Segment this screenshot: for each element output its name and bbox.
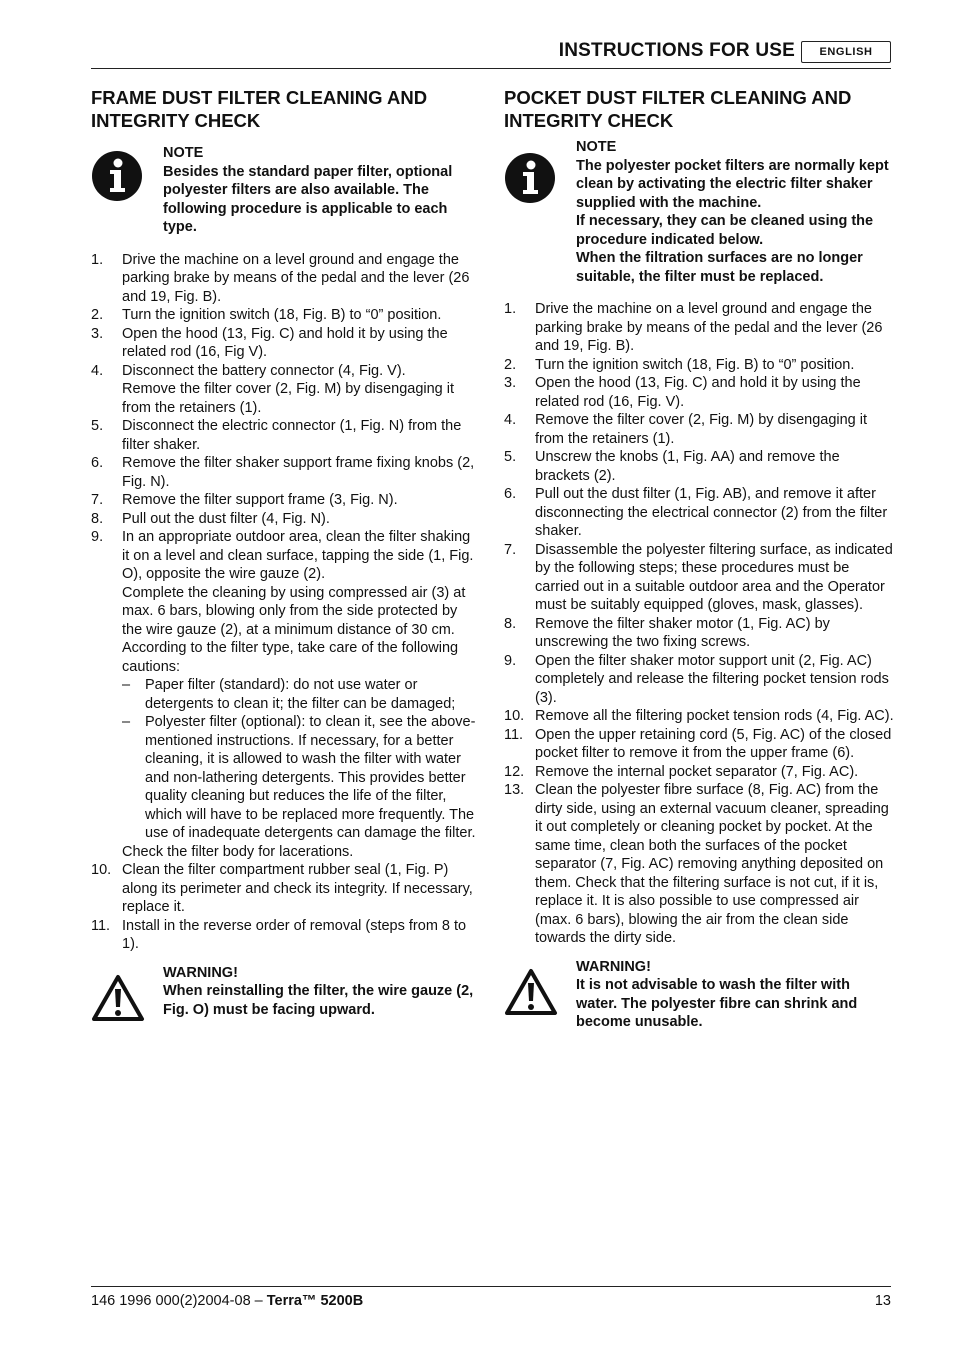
caution-list <box>122 676 476 843</box>
step-list <box>504 300 894 948</box>
step-item <box>91 306 476 325</box>
step-item <box>91 510 476 529</box>
dash-bullet: – <box>122 714 131 730</box>
step-number: 1. <box>91 251 104 268</box>
step-number: 4. <box>504 412 517 428</box>
language-badge: ENGLISH <box>801 41 891 63</box>
step-item <box>504 448 894 485</box>
step-number: 10. <box>504 708 525 724</box>
note-label: NOTE <box>163 145 204 161</box>
step-item <box>91 417 476 454</box>
step-text: Drive the machine on a level ground and engage the parking brake by means of the pedal and the lever (26 and 19, Fig. B). <box>535 301 883 354</box>
step-text: Remove the filter cover (2, Fig. M) by disengaging it from the retainers (1). <box>122 381 455 416</box>
warning-triangle-icon <box>91 964 163 1027</box>
step-item <box>91 454 476 491</box>
page-header <box>91 38 891 69</box>
caution-text: Polyester filter (optional): to clean it, see the above-mentioned instructions. If necessary, for a better cleaning, it is allowed to wash the filter with water and non-lathering detergents. This provides better quality cleaning but reduces the life of the filter, which will have to be replaced more frequently. The use of inadequate detergents can damage the filter. <box>145 714 476 841</box>
section-heading: FRAME DUST FILTER CLEANING AND INTEGRITY CHECK <box>91 87 428 131</box>
step-item <box>504 356 894 375</box>
note-text: The polyester pocket filters are normally kept clean by activating the electric filter shaker supplied with the machine. <box>576 157 889 211</box>
step-text: Remove the filter shaker support frame fixing knobs (2, Fig. N). <box>122 455 475 490</box>
step-item <box>504 652 894 708</box>
step-number: 7. <box>504 541 517 558</box>
step-text: Remove the internal pocket separator (7, Fig. AC). <box>535 763 859 780</box>
step-text: In an appropriate outdoor area, clean the filter shaking it on a level and clean surface, tapping the side (1, Fig. O), opposite the wire gauze (2). <box>122 529 474 582</box>
step-text: Remove the filter shaker motor (1, Fig. AC) by unscrewing the two fixing screws. <box>535 615 830 650</box>
step-item <box>504 411 894 448</box>
dash-bullet: – <box>122 677 131 693</box>
step-number: 1. <box>504 301 517 317</box>
step-text: Turn the ignition switch (18, Fig. B) to “0” position. <box>122 307 442 323</box>
step-text: Unscrew the knobs (1, Fig. AA) and remove the brackets (2). <box>535 449 840 484</box>
step-text: Open the hood (13, Fig. C) and hold it by using the related rod (16, Fig. V). <box>535 375 861 410</box>
step-item <box>91 362 476 418</box>
step-number: 11. <box>91 917 111 934</box>
step-text: Disconnect the electric connector (1, Fig. N) from the filter shaker. <box>122 418 462 453</box>
step-number: 6. <box>91 455 104 471</box>
step-item <box>504 781 894 948</box>
page-number: 13 <box>874 1293 891 1309</box>
info-icon <box>91 144 163 237</box>
caution-item <box>122 713 476 843</box>
step-item <box>91 917 476 954</box>
right-column <box>504 86 894 1032</box>
step-text: Remove the filter cover (2, Fig. M) by disengaging it from the retainers (1). <box>535 412 868 447</box>
step-item <box>504 726 894 763</box>
step-number: 2. <box>504 356 517 373</box>
step-text: Disassemble the polyester filtering surface, as indicated by the following steps; these procedures must be carried out in a suitable outdoor area and the Operator must be suitably equipped (gloves, mask, glasses). <box>535 541 893 613</box>
warning-label: WARNING! <box>163 964 238 981</box>
step-number: 8. <box>504 615 517 632</box>
step-text: Pull out the dust filter (1, Fig. AB), and remove it after disconnecting the electrical connector (2) from the filter shaker. <box>535 486 888 539</box>
step-item <box>91 325 476 362</box>
warning-triangle-icon <box>504 958 576 1032</box>
note-text: If necessary, they can be cleaned using the procedure indicated below. <box>576 213 874 248</box>
warning-text: When reinstalling the filter, the wire gauze (2, Fig. O) must be facing upward. <box>163 983 474 1018</box>
step-text: Turn the ignition switch (18, Fig. B) to “0” position. <box>535 356 855 373</box>
warning-box <box>504 958 889 1032</box>
page-footer <box>91 1286 891 1309</box>
left-column <box>91 86 476 1027</box>
step-item <box>504 300 894 356</box>
step-number: 3. <box>504 375 517 391</box>
step-item <box>504 485 894 541</box>
step-number: 9. <box>91 529 104 545</box>
step-item <box>91 528 476 861</box>
step-number: 3. <box>91 325 104 342</box>
step-number: 2. <box>91 307 104 323</box>
step-text: Open the upper retaining cord (5, Fig. AC) of the closed pocket filter to remove it from the upper frame (6). <box>535 726 892 761</box>
warning-label: WARNING! <box>576 958 651 975</box>
step-number: 12. <box>504 763 525 780</box>
step-number: 6. <box>504 486 517 502</box>
step-number: 11. <box>504 726 524 743</box>
product-name: Terra™ 5200B <box>266 1293 364 1309</box>
step-number: 5. <box>504 449 517 465</box>
step-item <box>504 707 894 726</box>
warning-text: It is not advisable to wash the filter with water. The polyester fibre can shrink and become unusable. <box>576 977 858 1030</box>
caution-item <box>122 676 476 713</box>
step-number: 13. <box>504 782 525 798</box>
step-text: Open the filter shaker motor support unit (2, Fig. AC) completely and release the filtering pocket tension rods (3). <box>535 652 889 706</box>
step-text: Remove all the filtering pocket tension rods (4, Fig. AC). <box>535 708 894 724</box>
step-item <box>91 491 476 510</box>
step-list <box>91 251 476 954</box>
note-box <box>504 138 889 286</box>
step-number: 4. <box>91 362 104 379</box>
step-item <box>504 374 894 411</box>
header-title: INSTRUCTIONS FOR USE <box>558 40 795 61</box>
step-text: Drive the machine on a level ground and engage the parking brake by means of the pedal and the lever (26 and 19, Fig. B). <box>122 251 470 305</box>
step-text: Check the filter body for lacerations. <box>122 843 354 860</box>
step-item <box>91 861 476 917</box>
step-item <box>504 541 894 615</box>
step-text: Clean the filter compartment rubber seal (1, Fig. P) along its perimeter and check its integrity. If necessary, replace it. <box>122 862 473 915</box>
note-text: When the filtration surfaces are no longer suitable, the filter must be replaced. <box>576 250 863 285</box>
step-text: According to the filter type, take care of the following cautions: <box>122 640 459 675</box>
note-text: Besides the standard paper filter, optional polyester filters are also available. The following procedure is applicable to each type. <box>163 163 453 235</box>
section-heading: POCKET DUST FILTER CLEANING AND INTEGRITY CHECK <box>504 87 852 131</box>
step-number: 10. <box>91 862 112 878</box>
doc-code: 146 1996 000(2)2004-08 – <box>91 1293 267 1309</box>
step-item <box>504 763 894 782</box>
step-text: Disconnect the battery connector (4, Fig. V). <box>122 362 406 379</box>
step-text: Open the hood (13, Fig. C) and hold it by using the related rod (16, Fig V). <box>122 325 448 360</box>
warning-box <box>91 964 476 1027</box>
step-text: Pull out the dust filter (4, Fig. N). <box>122 510 330 527</box>
note-box <box>91 144 476 237</box>
step-number: 7. <box>91 492 104 508</box>
step-item <box>91 251 476 307</box>
step-number: 8. <box>91 510 104 527</box>
step-text: Complete the cleaning by using compressed air (3) at max. 6 bars, blowing only from the side protected by the wire gauze (2), at a minimum distance of 30 cm. <box>122 584 466 638</box>
note-label: NOTE <box>576 139 617 155</box>
step-number: 5. <box>91 418 104 434</box>
info-icon <box>504 138 576 286</box>
step-text: Remove the filter support frame (3, Fig. N). <box>122 492 398 508</box>
step-number: 9. <box>504 652 517 669</box>
step-text: Install in the reverse order of removal (steps from 8 to 1). <box>122 917 467 952</box>
caution-text: Paper filter (standard): do not use water or detergents to clean it; the filter can be damaged; <box>145 677 456 712</box>
step-text: Clean the polyester fibre surface (8, Fig. AC) from the dirty side, using an external vacuum cleaner, spreading it out completely or cleaning pocket by pocket. At the same time, clean both the surfaces of the pocket separator (7, Fig. AC) removing anything deposited on them. Check that the filtering surface is not cut, if it is, replace it. It is also possible to use compressed air (max. 6 bars), blowing the air from the clean side towards the dirty side. <box>535 782 889 946</box>
step-item <box>504 615 894 652</box>
